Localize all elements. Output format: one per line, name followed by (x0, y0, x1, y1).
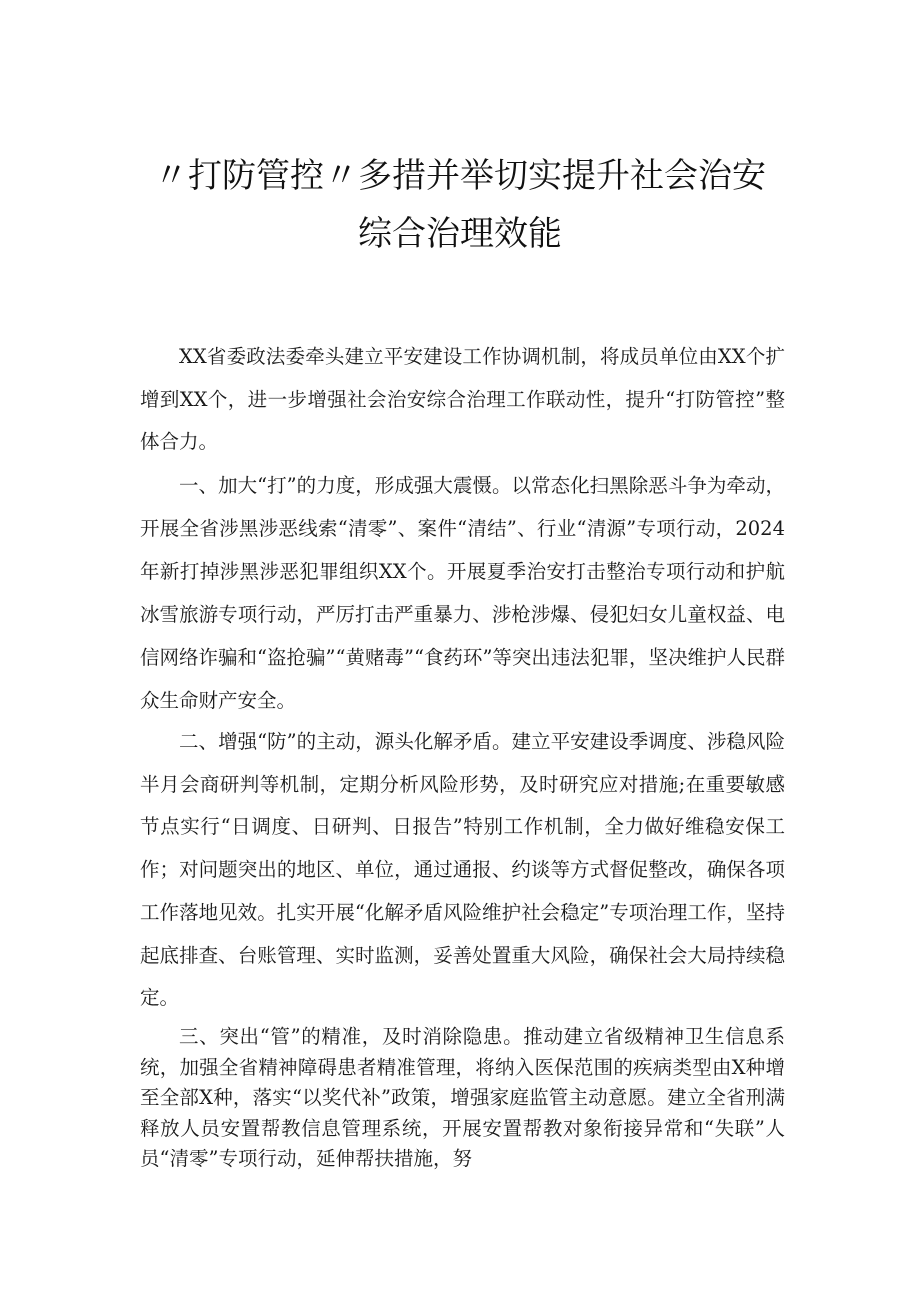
paragraph-section-two: 二、增强“防”的主动，源头化解矛盾。建立平安建设季调度、涉稳风险半月会商研判等机制，定期分析风险形势，及时研究应对措施;在重要敏感节点实行“日调度、日研判、日报告”特别工作机制，全力做好维稳安保工作；对问题突出的地区、单位，通过通报、约谈等方式督促整改，确保各项工作落地见效。扎实开展“化解矛盾风险维护社会稳定”专项治理工作，坚持起底排查、台账管理、实时监测，妥善处置重大风险，确保社会大局持续稳定。 (140, 730, 785, 1010)
document-title-line-1: 〃打防管控〃多措并举切实提升社会治安 (154, 156, 766, 196)
paragraph-intro: XX省委政法委牵头建立平安建设工作协调机制，将成员单位由XX个扩增到XX个，进一步增强社会治安综合治理工作联动性，提升“打防管控”整体合力。 (140, 345, 785, 453)
paragraph-section-one: 一、加大“打”的力度，形成强大震慑。以常态化扫黑除恶斗争为牵动，开展全省涉黑涉恶线索“清零”、案件“清结”、行业“清源”专项行动，2024年新打掉涉黑涉恶犯罪组织XX个。开展夏季治安打击整治专项行动和护航冰雪旅游专项行动，严厉打击严重暴力、涉枪涉爆、侵犯妇女儿童权益、电信网络诈骗和“盗抢骗”“黄赌毒”“食药环”等突出违法犯罪，坚决维护人民群众生命财产安全。 (140, 474, 785, 712)
document-title-line-2: 综合治理效能 (358, 214, 562, 254)
paragraph-section-three: 三、突出“管”的精准，及时消除隐患。推动建立省级精神卫生信息系统，加强全省精神障碍患者精准管理，将纳入医保范围的疾病类型由X种增至全部X种，落实“以奖代补”政策，增强家庭监管主动意愿。建立全省刑满释放人员安置帮教信息管理系统，开展安置帮教对象衔接异常和“失联”人员“清零”专项行动，延伸帮扶措施，努 (140, 1025, 785, 1170)
